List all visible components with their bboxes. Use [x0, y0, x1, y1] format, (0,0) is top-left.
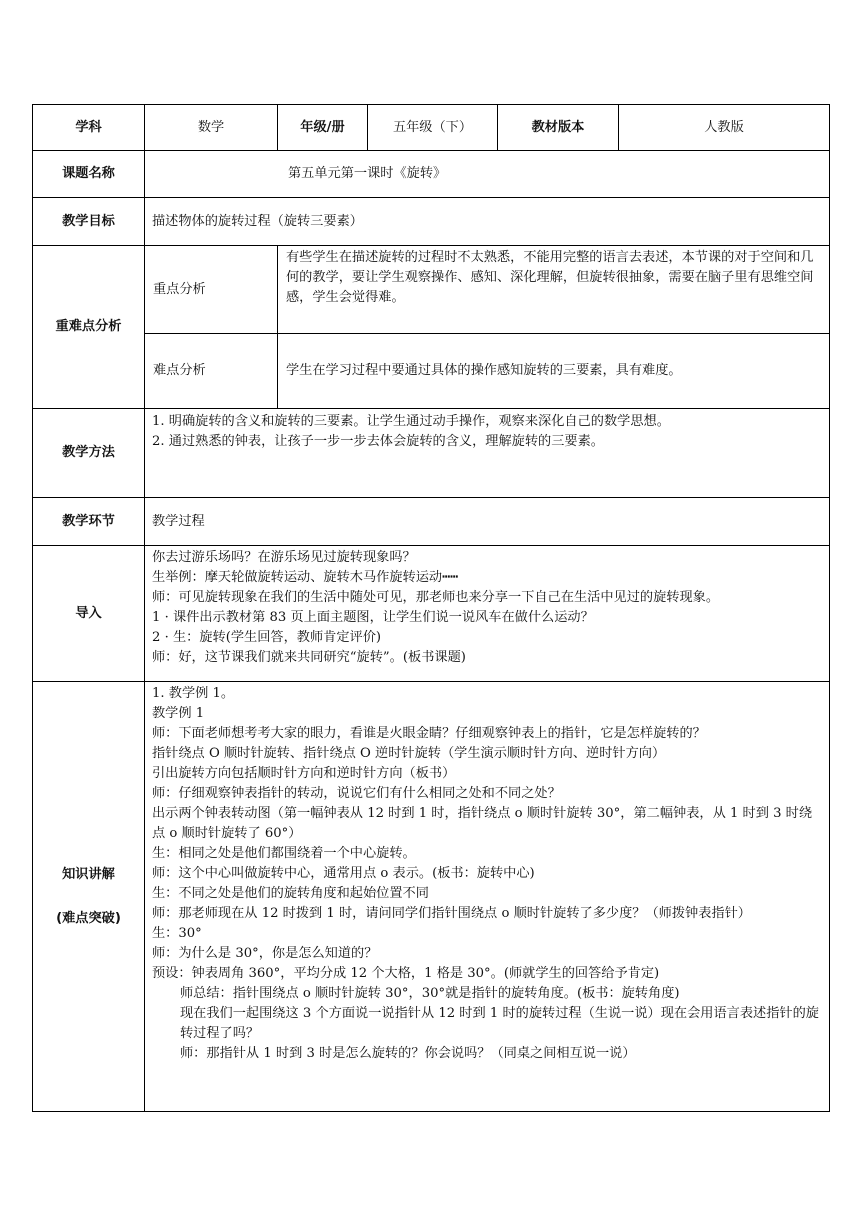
knowledge-line: 生：30° [152, 926, 202, 941]
knowledge-line: 生：相同之处是他们都围绕着一个中心旋转。 [152, 846, 416, 861]
knowledge-indented-line: 师：那指针从 1 时到 3 时是怎么旋转的？你会说吗？（同桌之间相互说一说） [180, 1046, 636, 1061]
analysis-label: 重难点分析 [33, 246, 145, 409]
key-analysis-row [33, 246, 830, 334]
method-label: 教学方法 [33, 409, 145, 498]
objective-label: 教学目标 [33, 198, 145, 246]
course-title: 第五单元第一课时《旋转》 [145, 151, 830, 198]
knowledge-label-line2: (难点突破) [56, 910, 121, 926]
course-row [33, 151, 830, 198]
intro-content [145, 546, 830, 682]
objective-row [33, 198, 830, 246]
intro-line: 你去过游乐场吗？在游乐场见过旋转现象吗？ [152, 550, 416, 565]
grade-value: 五年级（下） [368, 105, 498, 151]
intro-line: 生举例：摩天轮做旋转运动、旋转木马作旋转运动┅┅ [152, 570, 459, 585]
knowledge-line: 师：下面老师想考考大家的眼力，看谁是火眼金睛？仔细观察钟表上的指针，它是怎样旋转的？ [152, 726, 706, 741]
method-line: 2. 通过熟悉的钟表，让孩子一步一步去体会旋转的含义，理解旋转的三要素。 [152, 434, 604, 449]
knowledge-label [33, 682, 145, 1112]
stage-value: 教学过程 [145, 498, 830, 546]
knowledge-line: 师：这个中心叫做旋转中心，通常用点 o 表示。(板书：旋转中心) [152, 866, 535, 881]
key-analysis-text: 有些学生在描述旋转的过程时不太熟悉，不能用完整的语言去表述，本节课的对于空间和几何的教学，要让学生观察操作、感知、深化理解，但旋转很抽象，需要在脑子里有思维空间感，学生会觉得难。 [278, 246, 830, 334]
stage-row [33, 498, 830, 546]
knowledge-label-line1: 知识讲解 [62, 866, 115, 882]
knowledge-indented-line: 现在我们一起围绕这 3 个方面说一说指针从 12 时到 1 时的旋转过程（生说一说）现在会用语言表述指针的旋转过程了吗？ [180, 1006, 819, 1041]
objective-text: 描述物体的旋转过程（旋转三要素） [145, 198, 830, 246]
subject-value: 数学 [145, 105, 278, 151]
intro-line: 师：好，这节课我们就来共同研究“旋转”。(板书课题) [152, 650, 466, 665]
knowledge-line: 出示两个钟表转动图（第一幅钟表从 12 时到 1 时，指针绕点 o 顺时针旋转 30°，第二幅钟表，从 1 时到 3 时绕点 o 顺时针旋转了 60°） [152, 806, 813, 841]
edition-value: 人教版 [619, 105, 830, 151]
knowledge-line: 师：为什么是 30°，你是怎么知道的？ [152, 946, 378, 961]
knowledge-line: 引出旋转方向包括顺时针方向和逆时针方向（板书） [152, 766, 456, 781]
knowledge-line: 教学例 1 [152, 706, 205, 721]
intro-row [33, 546, 830, 682]
lesson-plan-table [32, 104, 830, 1112]
knowledge-indented-line: 师总结：指针围绕点 o 顺时针旋转 30°，30°就是指针的旋转角度。(板书：旋转角度) [180, 986, 680, 1001]
course-label: 课题名称 [33, 151, 145, 198]
method-line: 1. 明确旋转的含义和旋转的三要素。让学生通过动手操作，观察来深化自己的数学思想。 [152, 414, 670, 429]
knowledge-content [145, 682, 830, 1112]
knowledge-line: 师：仔细观察钟表指针的转动，说说它们有什么相同之处和不同之处？ [152, 786, 561, 801]
knowledge-line: 师：那老师现在从 12 时拨到 1 时，请问同学们指针围绕点 o 顺时针旋转了多少度？（师拨钟表指针） [152, 906, 751, 921]
stage-label: 教学环节 [33, 498, 145, 546]
difficulty-analysis-row [33, 334, 830, 409]
knowledge-line: 指针绕点 O 顺时针旋转、指针绕点 O 逆时针旋转（学生演示顺时针方向、逆时针方向） [152, 746, 666, 761]
key-analysis-label: 重点分析 [145, 246, 278, 334]
subject-label: 学科 [33, 105, 145, 151]
difficulty-analysis-label: 难点分析 [145, 334, 278, 409]
knowledge-line: 1. 教学例 1。 [152, 686, 235, 701]
difficulty-analysis-text: 学生在学习过程中要通过具体的操作感知旋转的三要素，具有难度。 [278, 334, 830, 409]
intro-label: 导入 [33, 546, 145, 682]
knowledge-line: 生：不同之处是他们的旋转角度和起始位置不同 [152, 886, 429, 901]
intro-line: 1 · 课件出示教材第 83 页上面主题图，让学生们说一说风车在做什么运动？ [152, 610, 594, 625]
header-row [33, 105, 830, 151]
intro-line: 2 · 生：旋转(学生回答，教师肯定评价) [152, 630, 382, 645]
method-content [145, 409, 830, 498]
intro-line: 师：可见旋转现象在我们的生活中随处可见，那老师也来分享一下自己在生活中见过的旋转现象。 [152, 590, 720, 605]
knowledge-row [33, 682, 830, 1112]
method-row [33, 409, 830, 498]
edition-label: 教材版本 [498, 105, 619, 151]
knowledge-line: 预设：钟表周角 360°，平均分成 12 个大格，1 格是 30°。(师就学生的回答给予肯定) [152, 966, 660, 981]
grade-label: 年级/册 [278, 105, 368, 151]
